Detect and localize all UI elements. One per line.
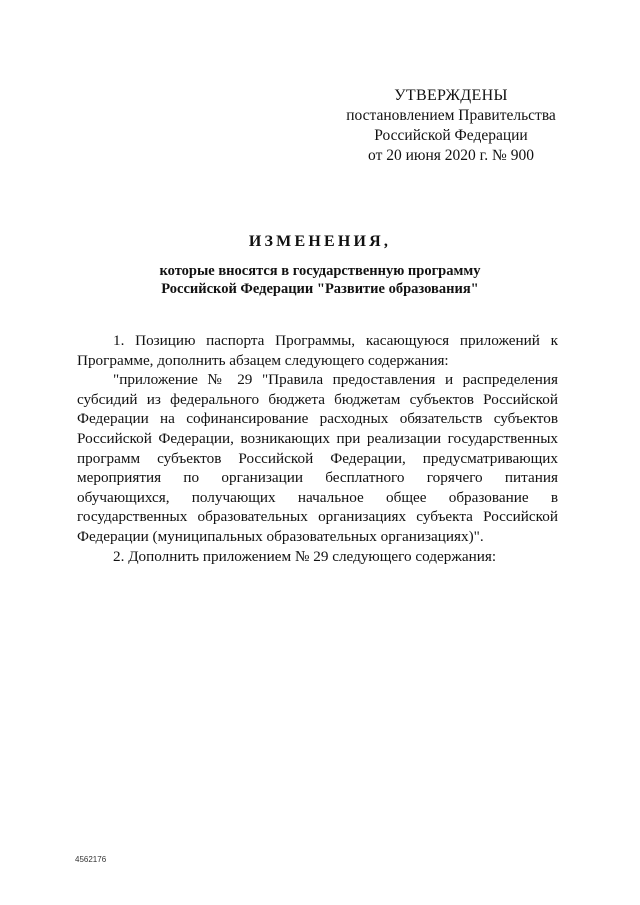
approval-block bbox=[340, 86, 562, 166]
document-body bbox=[77, 331, 558, 566]
approval-line-3: от 20 июня 2020 г. № 900 bbox=[368, 147, 534, 164]
document-code: 4562176 bbox=[75, 855, 107, 864]
subtitle-line-1: которые вносятся в государственную программу bbox=[159, 263, 481, 279]
approval-heading: УТВЕРЖДЕНЫ bbox=[394, 87, 508, 104]
subtitle-line-2: Российской Федерации "Развитие образования" bbox=[161, 281, 479, 297]
approval-line-1: постановлением Правительства bbox=[346, 107, 556, 124]
approval-line-2: Российской Федерации bbox=[374, 127, 528, 144]
document-title: ИЗМЕНЕНИЯ, bbox=[248, 233, 392, 250]
document-subtitle bbox=[0, 262, 640, 298]
paragraph-1: 1. Позицию паспорта Программы, касающуюся приложений к Программе, дополнить абзацем следующего содержания: bbox=[77, 332, 558, 369]
paragraph-3: 2. Дополнить приложением № 29 следующего содержания: bbox=[113, 547, 497, 565]
paragraph-2: "приложение № 29 "Правила предоставления и распределения субсидий из федерального бюджета бюджетам субъектов Российской Федерации на софинансирование расходных обязательств субъектов Российской Федерации, возникающих при реализации государственных программ субъектов Российской Федерации, предусматривающих мероприятия по организации бесплатного горячего питания обучающихся, получающих начальное общее образование в государственных образовательных организациях субъекта Российской Федерации (муниципальных образовательных организациях)". bbox=[77, 371, 558, 545]
